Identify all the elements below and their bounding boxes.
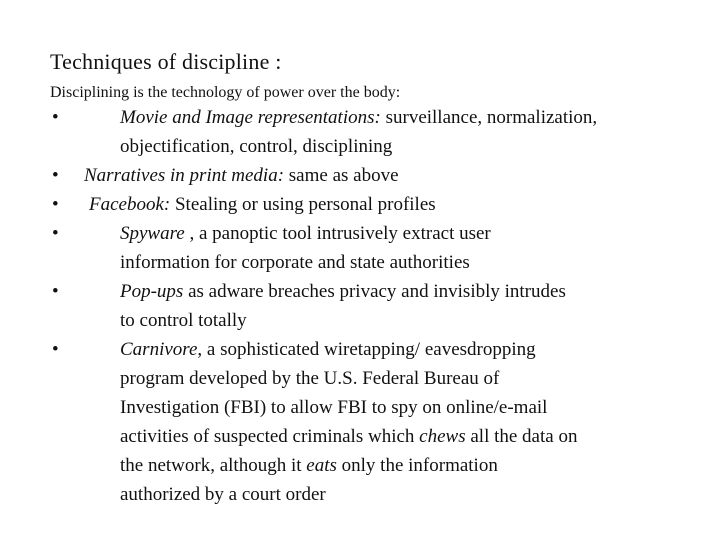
bullet-item-narratives (84, 161, 644, 190)
bullet-line (84, 161, 644, 190)
bullet-text: as adware breaches privacy and invisibly intrudes (183, 281, 566, 302)
bullet-line: authorized by a court order (120, 484, 326, 505)
bullet-item-facebook (89, 190, 649, 219)
bullet-text: the network, although it (120, 455, 307, 476)
bullet-text: activities of suspected criminals which (120, 426, 420, 447)
bullet-line (120, 219, 680, 248)
bullet-term: eats (306, 455, 337, 476)
bullet-marker: • (52, 281, 59, 302)
bullet-term: chews (419, 426, 466, 447)
bullet-line: program developed by the U.S. Federal Bureau of (120, 368, 500, 389)
bullet-text: , a panoptic tool intrusively extract user (184, 223, 491, 244)
bullet-term: Spyware (120, 223, 185, 244)
bullet-line (120, 422, 680, 451)
bullet-marker: • (52, 165, 59, 186)
bullet-text: all the data on (465, 426, 578, 447)
bullet-text: Stealing or using personal profiles (170, 194, 436, 215)
bullet-term: Carnivore (120, 339, 198, 360)
bullet-term: Pop-ups (120, 281, 184, 302)
bullet-line: objectification, control, disciplining (120, 136, 393, 157)
bullet-line (120, 451, 680, 480)
bullet-item-popups (120, 277, 680, 335)
bullet-text: , a sophisticated wiretapping/ eavesdropping (197, 339, 536, 360)
slide-subtitle: Disciplining is the technology of power over the body: (50, 84, 401, 101)
bullet-marker: • (52, 194, 59, 215)
bullet-line: information for corporate and state authorities (120, 252, 470, 273)
bullet-marker: • (52, 339, 59, 360)
bullet-marker: • (52, 107, 59, 128)
bullet-item-carnivore (120, 335, 680, 509)
bullet-item-movie (120, 103, 680, 161)
bullet-line: to control totally (120, 310, 247, 331)
bullet-item-spyware (120, 219, 680, 277)
bullet-text: surveillance, normalization, (380, 107, 598, 128)
bullet-line (120, 277, 680, 306)
bullet-line: Investigation (FBI) to allow FBI to spy on online/e-mail (120, 397, 548, 418)
bullet-text: only the information (336, 455, 498, 476)
bullet-term: Movie and Image representations: (120, 107, 381, 128)
bullet-term: Facebook: (89, 194, 171, 215)
slide-title: Techniques of discipline : (50, 49, 282, 74)
bullet-term: Narratives in print media: (84, 165, 285, 186)
bullet-marker: • (52, 223, 59, 244)
bullet-line (120, 335, 680, 364)
bullet-line (120, 103, 680, 132)
bullet-text: same as above (284, 165, 399, 186)
bullet-line (89, 190, 649, 219)
